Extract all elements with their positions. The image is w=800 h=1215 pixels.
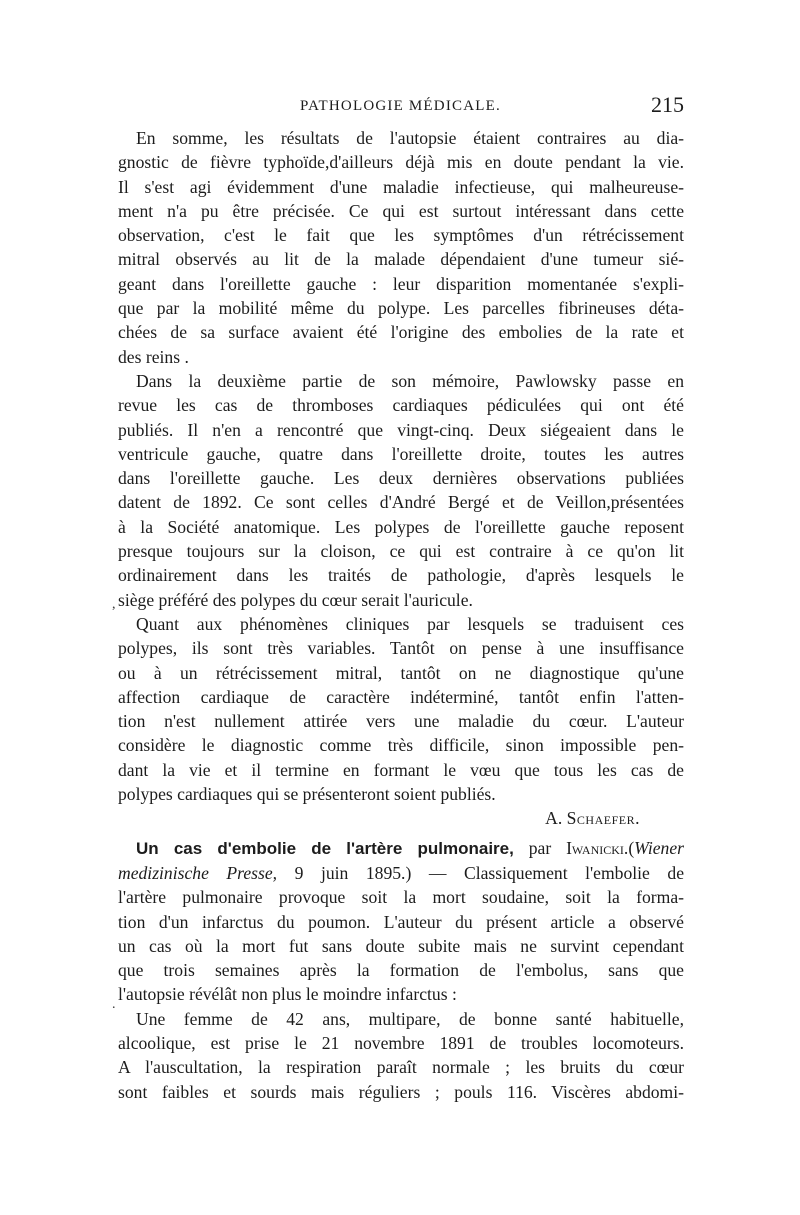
text-line: polypes, ils sont très variables. Tantôt on pense à une insuffisance <box>118 638 684 659</box>
text-line: Dans la deuxième partie de son mémoire, Pawlowsky passe en <box>136 370 684 391</box>
text-line: que trois semaines après la formation de l'embolus, sans que <box>118 960 684 981</box>
article-by: par <box>528 837 552 858</box>
text-line: mitral observés au lit de la malade dépendaient d'une tumeur sié- <box>118 249 684 270</box>
text-line: à la Société anatomique. Les polypes de l'oreillette gauche reposent <box>118 516 684 537</box>
source-date: 9 juin 1895.) — Classiquement l'embolie de <box>294 862 684 883</box>
source-open: ( <box>628 837 635 858</box>
text-line: des reins . <box>118 346 189 367</box>
text-line: publiés. Il n'en a rencontré que vingt-cinq. Deux siégeaient dans le <box>118 419 684 440</box>
text-line: A l'auscultation, la respiration paraît normale ; les bruits du cœur <box>118 1057 684 1078</box>
article-review <box>118 836 684 1007</box>
text-line: ventricule gauche, quatre dans l'oreillette droite, toutes les autres <box>118 443 684 464</box>
text-line: ment n'a pu être précisée. Ce qui est surtout intéressant dans cette <box>118 200 684 221</box>
paragraph-review <box>118 369 684 612</box>
text-line: presque toujours sur la cloison, ce qui est contraire à ce qu'on lit <box>118 541 684 562</box>
text-line: dant la vie et il termine en formant le vœu que tous les cas de <box>118 759 684 780</box>
text-line: siège préféré des polypes du cœur serait l'auricule. <box>118 589 473 610</box>
signature-name: Schaefer. <box>566 808 640 829</box>
source-journal-a: Wiener <box>634 837 685 858</box>
source-line <box>118 861 684 885</box>
source-journal: medizinische Presse, <box>118 862 278 883</box>
text-line: Quant aux phénomènes cliniques par lesquels se traduisent ces <box>136 613 684 634</box>
margin-mark: . <box>112 997 116 1012</box>
text-line: considère le diagnostic comme très difficile, sinon impossible pen- <box>118 735 684 756</box>
paragraph-case <box>118 1007 684 1104</box>
text-line: sont faibles et sourds mais réguliers ; pouls 116. Viscères abdomi- <box>118 1081 684 1102</box>
text-line: un cas où la mort fut sans doute subite mais ne survint cependant <box>118 935 684 956</box>
text-line: alcoolique, est prise le 21 novembre 1891 de troubles locomoteurs. <box>118 1032 684 1053</box>
page-body <box>118 126 684 1104</box>
text-line: datent de 1892. Ce sont celles d'André Bergé et de Veillon,présentées <box>118 492 684 513</box>
text-line: polypes cardiaques qui se présenteront soient publiés. <box>118 784 496 805</box>
text-line: tion d'un infarctus du poumon. L'auteur du présent article a observé <box>118 911 684 932</box>
text-line: l'artère pulmonaire provoque soit la mort soudaine, soit la forma- <box>118 887 684 908</box>
text-line: gnostic de fièvre typhoïde,d'ailleurs déjà mis en doute pendant la vie. <box>118 152 684 173</box>
paragraph-conclusion <box>118 126 684 369</box>
text-line: geant dans l'oreillette gauche : leur disparition momentanée s'expli- <box>118 273 684 294</box>
text-line: que par la mobilité même du polype. Les parcelles fibrineuses déta- <box>118 298 684 319</box>
page-header <box>118 92 684 124</box>
article-title: Un cas d'embolie de l'artère pulmonaire, <box>136 838 514 858</box>
text-line: l'autopsie révélât non plus le moindre infarctus : <box>118 984 457 1005</box>
page-number: 215 <box>651 92 684 117</box>
text-line: ordinairement dans les traités de pathologie, d'après lesquels le <box>118 565 684 586</box>
margin-mark: , <box>112 597 116 612</box>
text-line: ou à un rétrécissement mitral, tantôt on ne diagnostique qu'une <box>118 662 684 683</box>
text-line: revue les cas de thromboses cardiaques pédiculées qui ont été <box>118 395 684 416</box>
signature-initial: A. <box>545 808 563 829</box>
text-line: En somme, les résultats de l'autopsie étaient contraires au dia- <box>136 128 684 148</box>
author-signature <box>118 806 684 830</box>
text-line: Il s'est agi évidemment d'une maladie infectieuse, qui malheureuse- <box>118 176 684 197</box>
text-line: dans l'oreillette gauche. Les deux dernières observations publiées <box>118 468 684 489</box>
article-author: Iwanicki. <box>566 837 629 858</box>
text-line: Une femme de 42 ans, multipare, de bonne santé habituelle, <box>136 1008 684 1029</box>
article-heading-line <box>118 836 684 861</box>
paragraph-clinical <box>118 612 684 806</box>
running-head: PATHOLOGIE MÉDICALE. <box>300 98 501 114</box>
text-line: tion n'est nullement attirée vers une maladie du cœur. L'auteur <box>118 711 684 732</box>
text-line: affection cardiaque de caractère indéterminé, tantôt enfin l'atten- <box>118 686 684 707</box>
text-line: observation, c'est le fait que les symptômes d'un rétrécissement <box>118 225 684 246</box>
text-line: chées de sa surface avaient été l'origine des embolies de la rate et <box>118 322 684 343</box>
